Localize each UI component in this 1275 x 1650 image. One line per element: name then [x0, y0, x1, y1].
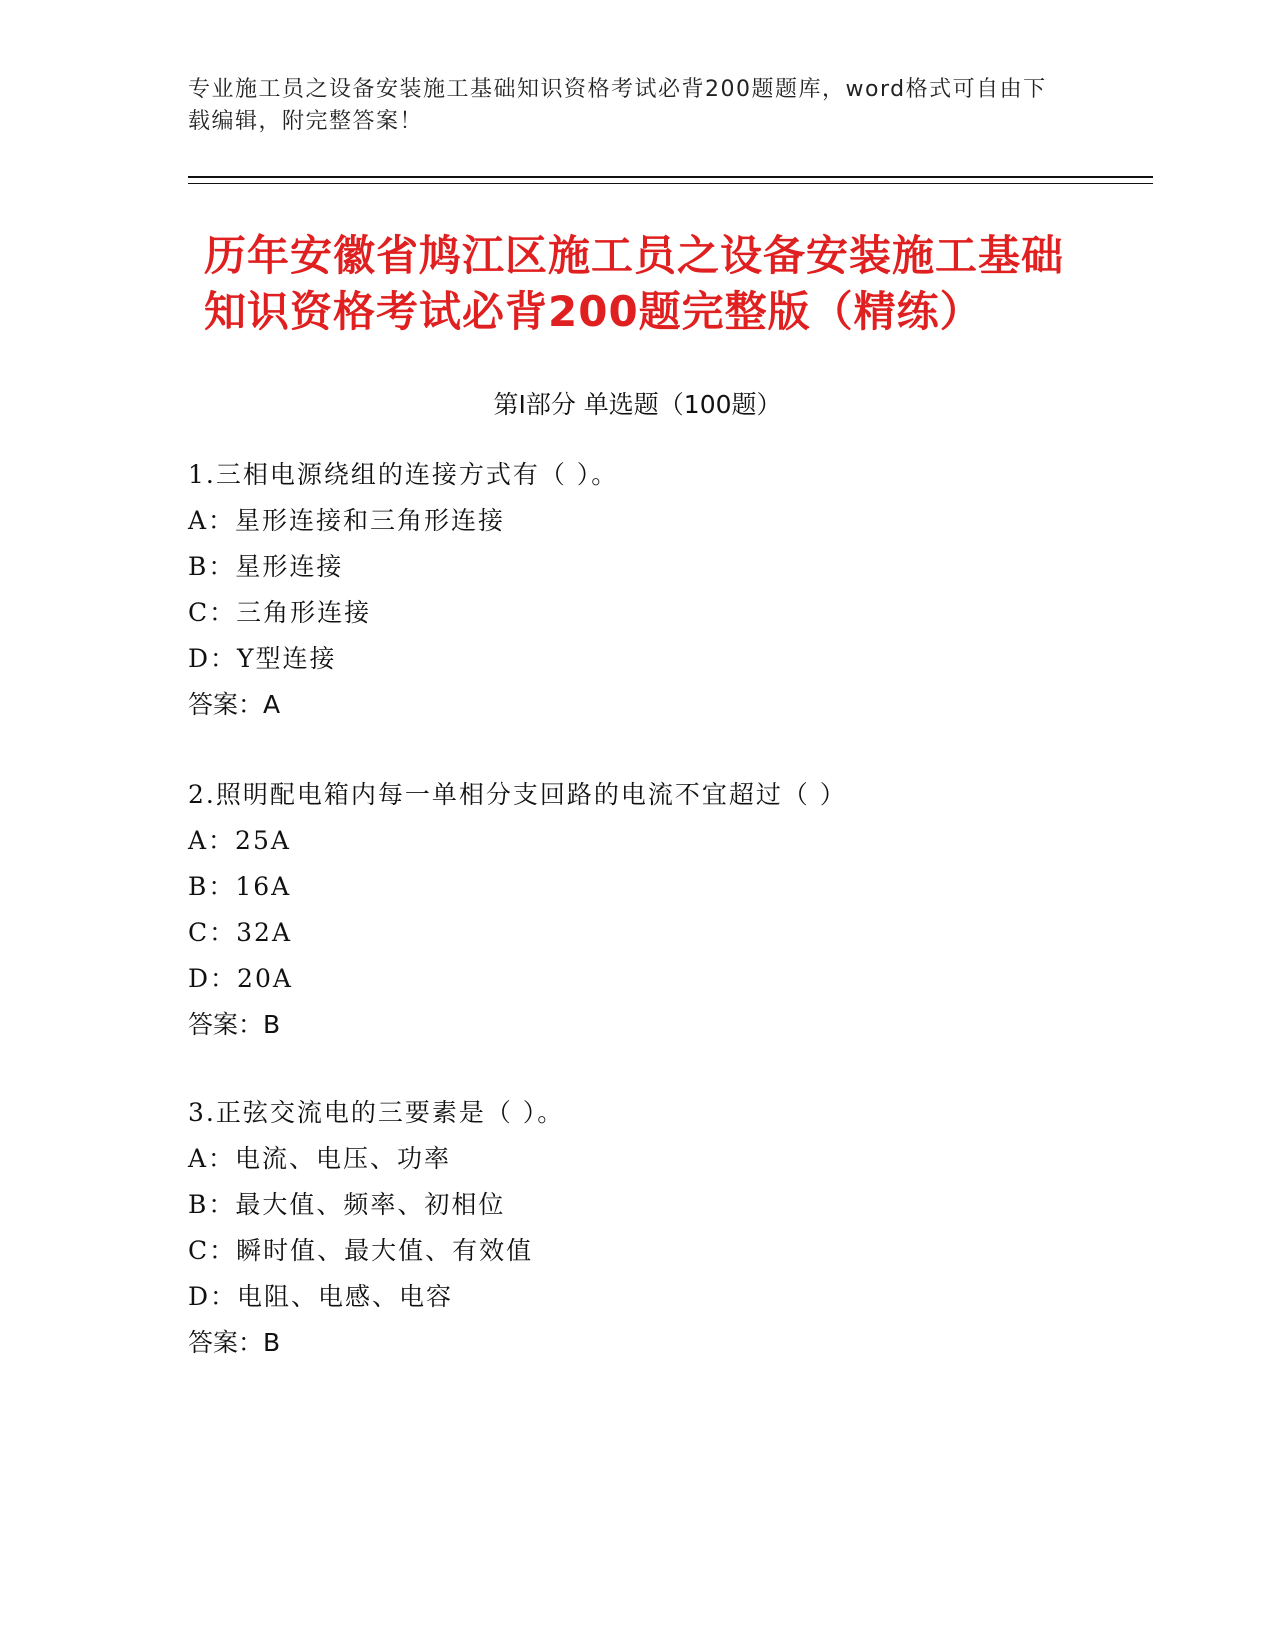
option-b: B：星形连接 — [188, 552, 344, 581]
option-c: C：三角形连接 — [188, 598, 372, 627]
answer-line: 答案：B — [188, 1010, 281, 1039]
option-a: A：电流、电压、功率 — [188, 1144, 452, 1173]
option-b: B：最大值、频率、初相位 — [188, 1190, 506, 1219]
answer-line: 答案：A — [188, 690, 281, 719]
question-stem: 1.三相电源绕组的连接方式有（ ）。 — [188, 460, 619, 489]
answer-line: 答案：B — [188, 1328, 281, 1357]
option-c: C：32A — [188, 918, 292, 947]
section-heading: 第Ⅰ部分 单选题（100题） — [493, 390, 782, 419]
header-divider-thick — [188, 176, 1153, 178]
option-a: A：25A — [188, 826, 291, 855]
option-a: A：星形连接和三角形连接 — [188, 506, 506, 535]
question-block — [188, 1090, 1148, 1366]
option-d: D：电阻、电感、电容 — [188, 1282, 454, 1311]
header-note: 专业施工员之设备安装施工基础知识资格考试必背200题题库，word格式可自由下载编辑，附完整答案！ — [188, 77, 1047, 134]
header-divider-thin — [188, 183, 1153, 184]
question-stem: 3.正弦交流电的三要素是（ ）。 — [188, 1098, 565, 1127]
document-title: 历年安徽省鸠江区施工员之设备安装施工基础知识资格考试必背200题完整版（精练） — [204, 231, 1065, 336]
option-c: C：瞬时值、最大值、有效值 — [188, 1236, 534, 1265]
option-d: D：20A — [188, 964, 293, 993]
option-d: D：Y型连接 — [188, 644, 337, 673]
option-b: B：16A — [188, 872, 292, 901]
question-stem: 2.照明配电箱内每一单相分支回路的电流不宜超过（ ） — [188, 780, 847, 809]
question-block — [188, 452, 1148, 728]
question-block — [188, 772, 1148, 1048]
